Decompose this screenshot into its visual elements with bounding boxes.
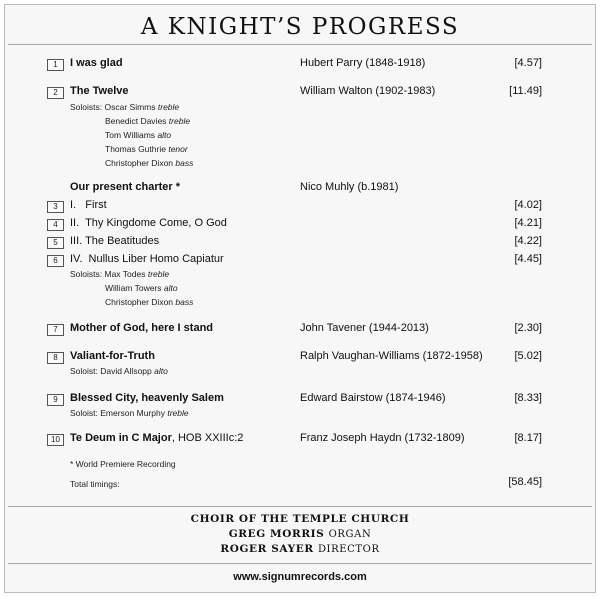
title-divider (8, 44, 592, 45)
work-composer: Nico Muhly (b.1981) (300, 181, 399, 193)
soloist-voice: treble (168, 116, 191, 126)
soloists-list (70, 269, 169, 279)
track-number: 7 (47, 324, 64, 336)
soloist-name: Thomas Guthrie (105, 144, 166, 154)
soloist-name: Oscar Simms (104, 102, 156, 112)
track-duration: [4.45] (514, 253, 542, 265)
track-composer: Franz Joseph Haydn (1732-1809) (300, 432, 465, 444)
track-duration: [4.22] (514, 235, 542, 247)
soloist-entry (105, 158, 193, 168)
website-divider (8, 563, 592, 564)
movement-title: I. First (70, 199, 107, 211)
soloist-voice: bass (175, 158, 194, 168)
track-duration: [4.21] (514, 217, 542, 229)
track-duration: [5.02] (514, 350, 542, 362)
soloist-entry (105, 283, 178, 293)
soloist-name: Benedict Davies (105, 116, 167, 126)
track-number: 3 (47, 201, 64, 213)
album-title: A KNIGHT’S PROGRESS (140, 14, 460, 40)
movement-title: IV. Nullus Liber Homo Capiatur (70, 253, 224, 265)
organist-role: ORGAN (328, 529, 372, 540)
track-duration: [2.30] (514, 322, 542, 334)
movement-title: II. Thy Kingdome Come, O God (70, 217, 227, 229)
track-composer: John Tavener (1944-2013) (300, 322, 429, 334)
track-number: 5 (47, 237, 64, 249)
soloist-name: Max Todes (104, 269, 146, 279)
soloist-name: Emerson Murphy (100, 408, 165, 418)
soloist-voice: bass (175, 297, 194, 307)
website-link[interactable]: www.signumrecords.com (233, 571, 367, 583)
track-composer: Edward Bairstow (1874-1946) (300, 392, 446, 404)
director-role: DIRECTOR (317, 544, 380, 555)
track-title: Valiant-for-Truth (70, 350, 155, 362)
soloist-name: Christopher Dixon (105, 158, 174, 168)
track-duration: [8.17] (514, 432, 542, 444)
soloist-voice: tenor (168, 144, 188, 154)
track-title: Blessed City, heavenly Salem (70, 392, 224, 404)
soloist-entry (70, 366, 168, 376)
credits-block (0, 512, 600, 557)
organist-credit (0, 527, 600, 542)
soloist-label: Soloist: (70, 408, 98, 418)
soloists-list (70, 102, 179, 112)
director-credit (0, 542, 600, 557)
track-duration: [4.02] (514, 199, 542, 211)
track-title-main: Te Deum in C Major (70, 432, 172, 444)
track-number: 1 (47, 59, 64, 71)
soloist-voice: treble (167, 408, 189, 418)
director-name: ROGER SAYER (220, 543, 314, 555)
soloist-voice: treble (157, 102, 180, 112)
total-label: Total timings: (70, 479, 120, 489)
credits-divider (8, 506, 592, 507)
soloist-voice: alto (154, 366, 168, 376)
soloist-name: David Allsopp (100, 366, 152, 376)
soloist-name: Christopher Dixon (105, 297, 174, 307)
track-number: 2 (47, 87, 64, 99)
track-composer: William Walton (1902-1983) (300, 85, 436, 97)
track-title: Mother of God, here I stand (70, 322, 214, 334)
track-title: I was glad (70, 57, 123, 69)
soloists-label: Soloists: (70, 269, 103, 279)
track-number: 6 (47, 255, 64, 267)
choir-name: CHOIR OF THE TEMPLE CHURCH (190, 513, 410, 525)
soloist-entry (70, 408, 189, 418)
soloist-voice: treble (147, 269, 170, 279)
track-title (70, 432, 243, 444)
soloist-entry (105, 130, 171, 140)
organist-name: GREG MORRIS (228, 528, 325, 540)
work-title: Our present charter * (70, 181, 181, 193)
track-catalogue-number: , HOB XXIIIc:2 (171, 432, 244, 444)
soloist-voice: alto (157, 130, 172, 140)
track-number: 4 (47, 219, 64, 231)
track-title: The Twelve (70, 85, 129, 97)
soloist-name: Tom Williams (105, 130, 156, 140)
movement-title: III. The Beatitudes (70, 235, 160, 247)
total-duration: [58.45] (508, 476, 542, 488)
track-number: 10 (47, 434, 64, 446)
soloist-label: Soloist: (70, 366, 98, 376)
soloist-entry (105, 116, 190, 126)
soloist-entry (105, 297, 193, 307)
track-composer: Hubert Parry (1848-1918) (300, 57, 426, 69)
soloist-name: William Towers (105, 283, 162, 293)
soloist-voice: alto (163, 283, 178, 293)
track-composer: Ralph Vaughan-Williams (1872-1958) (300, 350, 483, 362)
track-duration: [4.57] (514, 57, 542, 69)
premiere-footnote: * World Premiere Recording (70, 459, 176, 469)
track-duration: [8.33] (514, 392, 542, 404)
soloists-label: Soloists: (70, 102, 103, 112)
track-duration: [11.49] (509, 85, 542, 97)
soloist-entry (105, 144, 188, 154)
track-number: 8 (47, 352, 64, 364)
track-number: 9 (47, 394, 64, 406)
